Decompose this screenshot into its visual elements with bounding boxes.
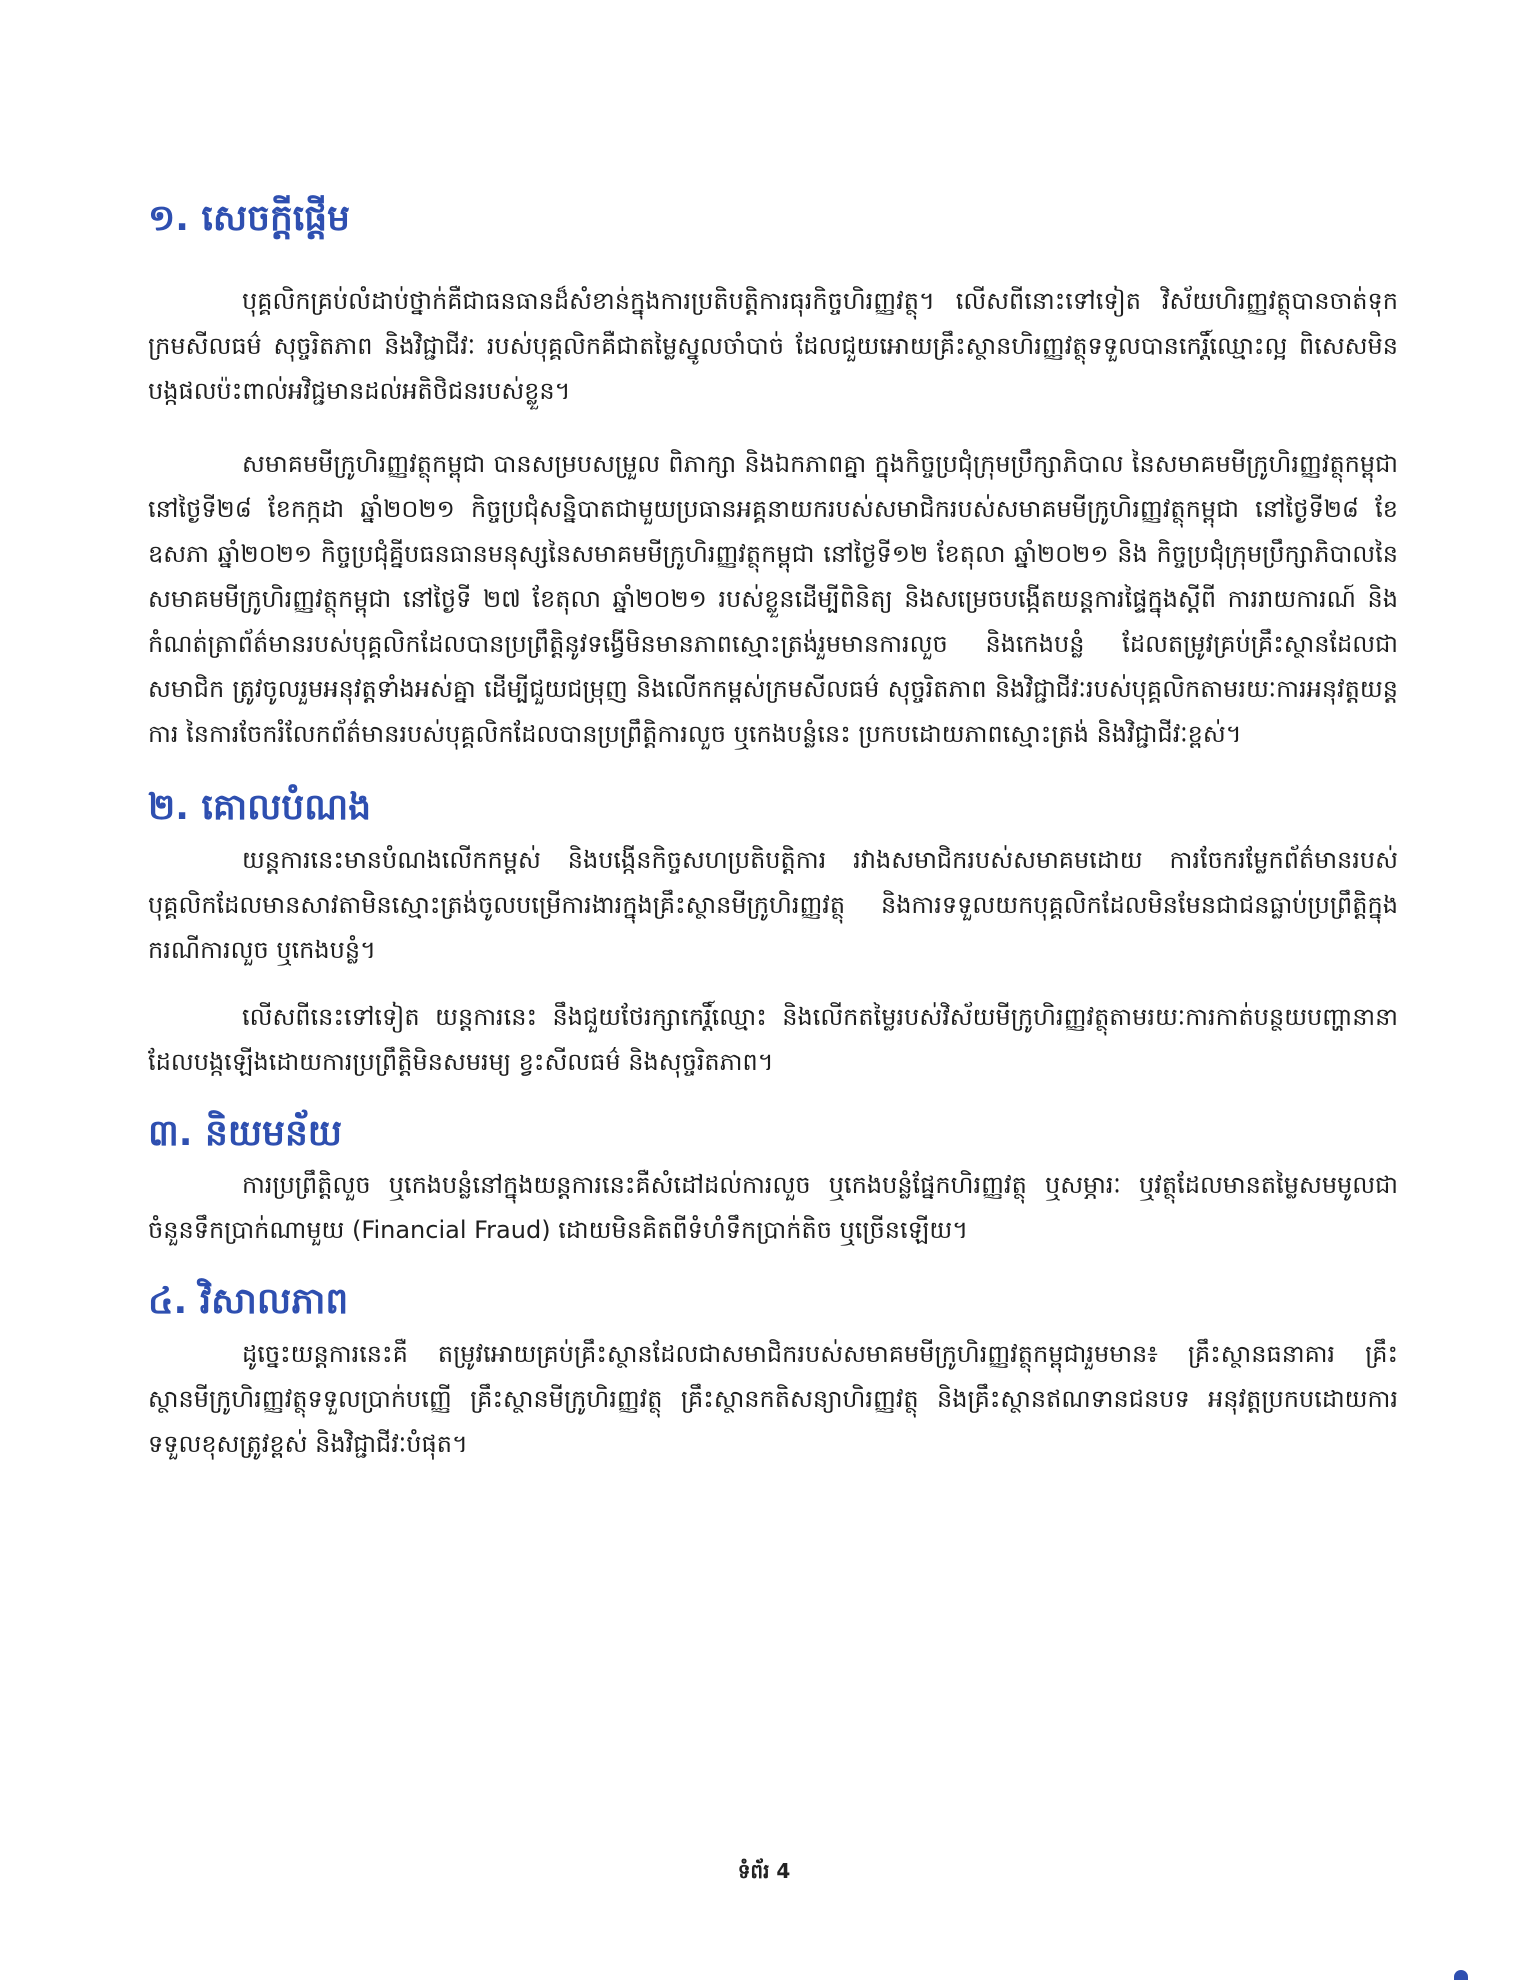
section-heading: ៣. និយមន័យ bbox=[148, 1112, 343, 1154]
paragraph: បុគ្គលិកគ្រប់លំដាប់ថ្នាក់គឺជាធនធានដ៏សំខាន់ក្នុងការប្រតិបត្តិការធុរកិច្ចហិរញ្ញវត្ថុ។ លើសពីនោះទៅទៀត វិស័យហិរញ្ញវត្ថុបានចាត់ទុក ក្រមសីលធម៌ សុច្ចរិតភាព និងវិជ្ជាជីវៈ របស់បុគ្គលិកគឺជាតម្លៃស្នូលចាំបាច់ ដែលជួយអោយគ្រឹះស្ថានហិរញ្ញវត្ថុទទួលបានកេរ្តិ៍ឈ្មោះល្អ ពិសេសមិនបង្កផលប៉ះពាល់អវិជ្ជមានដល់អតិថិជនរបស់ខ្លួន។ bbox=[148, 286, 1398, 405]
paragraph: សមាគមមីក្រូហិរញ្ញវត្ថុកម្ពុជា បានសម្របសម្រួល ពិភាក្សា និងឯកភាពគ្នា ក្នុងកិច្ចប្រជុំក្រុមប្រឹក្សាភិបាល នៃសមាគមមីក្រូហិរញ្ញវត្ថុកម្ពុជានៅថ្ងៃទី២៨ ខែកក្កដា ឆ្នាំ២០២១ កិច្ចប្រជុំសន្និបាតជាមួយប្រធានអគ្គនាយករបស់សមាជិករបស់សមាគមមីក្រូហិរញ្ញវត្ថុកម្ពុជា នៅថ្ងៃទី២៨ ខែឧសភា ឆ្នាំ២០២១ កិច្ចប្រជុំគ្នីបធនធានមនុស្សនៃសមាគមមីក្រូហិរញ្ញវត្ថុកម្ពុជា នៅថ្ងៃទី១២ ខែតុលា ឆ្នាំ២០២១ និង កិច្ចប្រជុំក្រុមប្រឹក្សាភិបាលនៃសមាគមមីក្រូហិរញ្ញវត្ថុកម្ពុជា នៅថ្ងៃទី ២៧ ខែតុលា ឆ្នាំ២០២១ របស់ខ្លួនដើម្បីពិនិត្យ និងសម្រេចបង្កើតយន្តការផ្ទៃក្នុងស្តីពី ការរាយការណ៍ និងកំណត់ត្រាព័ត៌មានរបស់បុគ្គលិកដែលបានប្រព្រឹត្តិនូវទង្វើមិនមានភាពស្មោះត្រង់រួមមានការលួច និងកេងបន្លំ ដែលតម្រូវគ្រប់គ្រឹះស្ថានដែលជាសមាជិក ត្រូវចូលរួមអនុវត្តទាំងអស់គ្នា ដើម្បីជួយជម្រុញ និងលើកកម្ពស់ក្រមសីលធម៌ សុច្ចរិតភាព និងវិជ្ជាជីវៈរបស់បុគ្គលិកតាមរយៈការអនុវត្តយន្តការ នៃការចែករំលែកព័ត៌មានរបស់បុគ្គលិកដែលបានប្រព្រឹត្តិការលួច ឬកេងបន្លំនេះ ប្រកបដោយភាពស្មោះត្រង់ និងវិជ្ជាជីវៈខ្ពស់។ bbox=[148, 449, 1398, 748]
section-definition bbox=[148, 1111, 1398, 1254]
section-introduction bbox=[148, 196, 1398, 757]
section-heading: ១. សេចក្តីផ្តើម bbox=[148, 198, 350, 239]
paragraph: យន្តការនេះមានបំណងលើកកម្ពស់ និងបង្កើនកិច្ចសហប្រតិបត្តិការ រវាងសមាជិករបស់សមាគមដោយ ការចែករម្លែកព័ត៌មានរបស់បុគ្គលិកដែលមានសាវតាមិនស្មោះត្រង់ចូលបម្រើការងារក្នុងគ្រឹះស្ថានមីក្រូហិរញ្ញវត្ថុ និងការទទួលយកបុគ្គលិកដែលមិនមែនជាជនធ្លាប់ប្រព្រឹត្តិក្នុងករណីការលួច ឬកេងបន្លំ។ bbox=[148, 845, 1398, 964]
paragraph: លើសពីនេះទៅទៀត យន្តការនេះ នឹងជួយថែរក្សាកេរ្តិ៍ឈ្មោះ និងលើកតម្លៃរបស់វិស័យមីក្រូហិរញ្ញវត្ថុតាមរយៈការកាត់បន្ថយបញ្ហានានាដែលបង្កឡើងដោយការប្រព្រឹត្តិមិនសមរម្យ ខ្វះសីលធម៌ និងសុច្ចរិតភាព។ bbox=[148, 1002, 1398, 1076]
section-heading: ៤. វិសាលភាព bbox=[148, 1281, 349, 1323]
document-body bbox=[148, 196, 1398, 1493]
corner-mark-decoration bbox=[1454, 1970, 1468, 1980]
section-scope bbox=[148, 1279, 1398, 1467]
page-number: ទំព័រ 4 bbox=[737, 1859, 791, 1883]
section-objective bbox=[148, 785, 1398, 1085]
paragraph: ការប្រព្រឹត្តិលួច ឬកេងបន្លំនៅក្នុងយន្តការនេះគឺសំដៅដល់ការលួច ឬកេងបន្លំផ្នែកហិរញ្ញវត្ថុ ឬសម្ភារៈ ឬវត្ថុដែលមានតម្លៃសមមូលជាចំនួនទឹកប្រាក់ណាមួយ (Financial Fraud) ដោយមិនគិតពីទំហំទឹកប្រាក់តិច ឬច្រើនឡើយ។ bbox=[148, 1171, 1398, 1245]
paragraph: ដូច្នេះយន្តការនេះគឺ តម្រូវអោយគ្រប់គ្រឹះស្ថានដែលជាសមាជិករបស់សមាគមមីក្រូហិរញ្ញវត្ថុកម្ពុជារួមមាន៖ គ្រឹះស្ថានធនាគារ គ្រឹះស្ថានមីក្រូហិរញ្ញវត្ថុទទួលប្រាក់បញ្ញើ គ្រឹះស្ថានមីក្រូហិរញ្ញវត្ថុ គ្រឹះស្ថានកតិសន្យាហិរញ្ញវត្ថុ និងគ្រឹះស្ថានឥណទានជនបទ អនុវត្តប្រកបដោយការទទួលខុសត្រូវខ្ពស់ និងវិជ្ជាជីវៈបំផុត។ bbox=[148, 1340, 1398, 1459]
section-heading: ២. គោលបំណង bbox=[148, 786, 372, 828]
